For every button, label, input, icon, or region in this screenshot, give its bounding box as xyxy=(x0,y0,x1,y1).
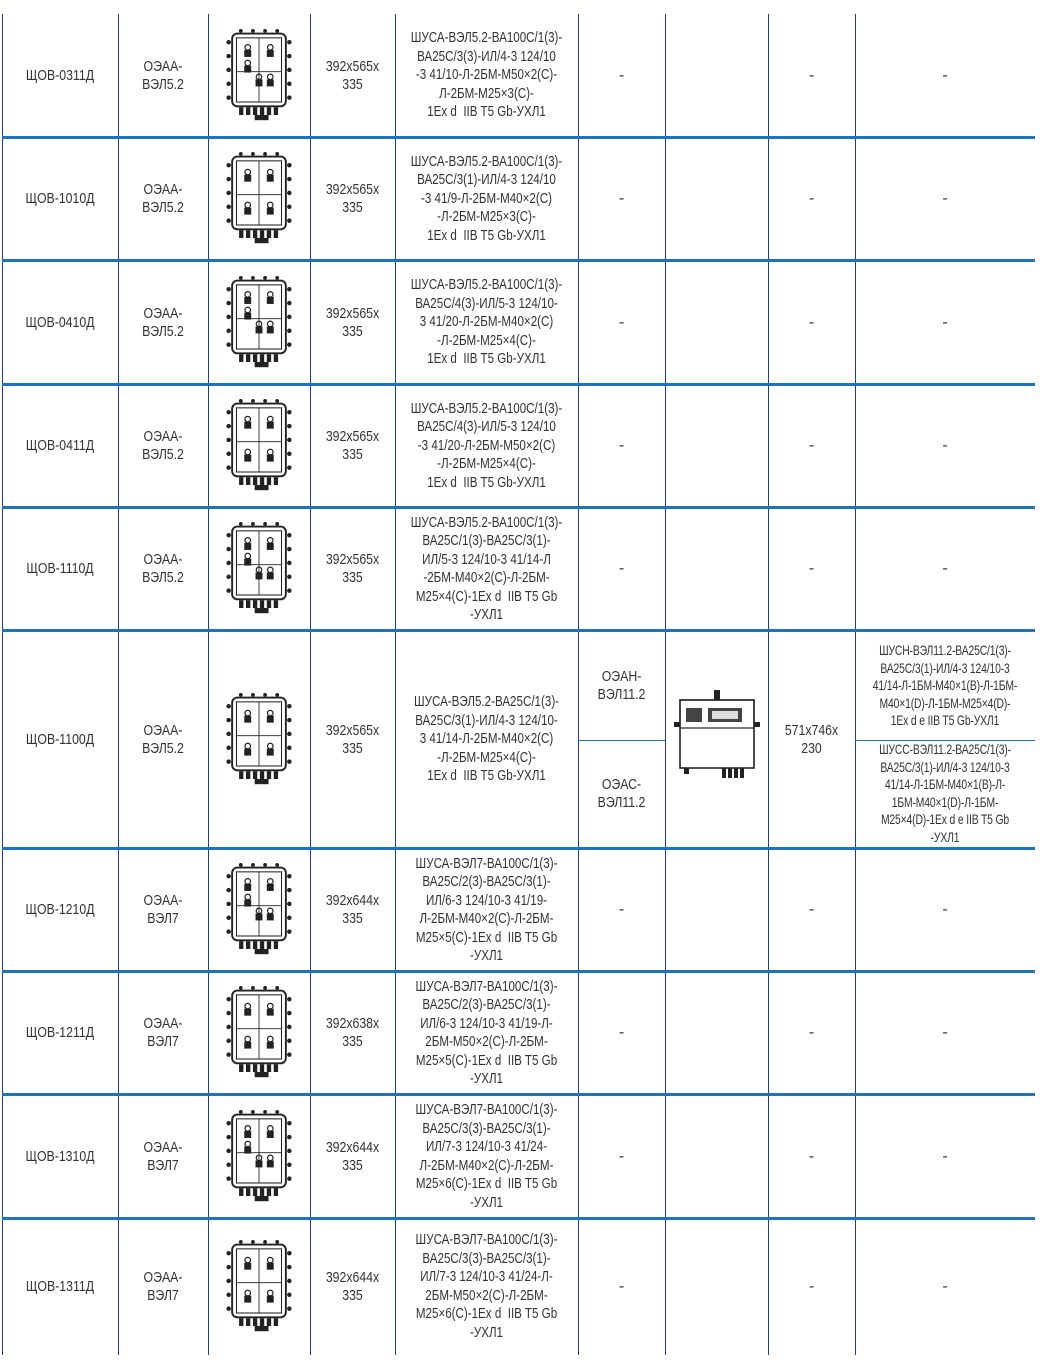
designation: ШУСА-ВЭЛ7-ВА100С/1(3)- ВА25С/2(3)-ВА25С/3(1)- ИЛ/6-3 124/10-3 41/19-Л- 2БМ-М50×2(С)-Л-2БМ- М25×5(С)-1Ex d IIB T5 Gb -УХЛ1 xyxy=(415,978,558,1087)
dimensions: 392х565х 335 xyxy=(325,428,380,463)
enclosure-type: ОЭАА- ВЭЛ7 xyxy=(143,1268,183,1304)
empty-value: - xyxy=(808,1147,815,1165)
designation: ШУСА-ВЭЛ5.2-ВА100С/1(3)- ВА25С/3(3)-ИЛ/4-3 124/10 -3 41/10-Л-2БМ-М50×2(С)- Л-2БМ-М25×3(С)- 1Ex d IIB T5 Gb-УХЛ1 xyxy=(410,30,563,121)
row-code: ЩОВ-0311Д xyxy=(25,66,95,84)
column-rule xyxy=(395,14,396,1355)
dimensions: 392х644х 335 xyxy=(325,1268,380,1304)
enclosure-type: ОЭАА- ВЭЛ5.2 xyxy=(142,181,184,216)
row-code: ЩОВ-1310Д xyxy=(25,1147,95,1165)
empty-value: - xyxy=(808,66,815,84)
empty-value: - xyxy=(618,901,625,918)
column-rule xyxy=(665,14,666,1355)
enclosure-drawing-icon xyxy=(220,145,298,253)
row-code: ЩОВ-1110Д xyxy=(26,560,94,577)
row-code: ЩОВ-1100Д xyxy=(25,730,95,748)
row-code: ЩОВ-1210Д xyxy=(25,901,95,918)
enclosure-drawing-icon xyxy=(220,1103,298,1211)
enclosure-type: ОЭАА- ВЭЛ5.2 xyxy=(142,304,184,340)
empty-value: - xyxy=(618,1024,625,1041)
sub-row-rule xyxy=(578,740,665,741)
enclosure-type: ОЭАА- ВЭЛ5.2 xyxy=(142,428,184,463)
enclosure-type: ОЭАА- ВЭЛ7 xyxy=(143,1015,183,1050)
enclosure-type: ОЭАА- ВЭЛ7 xyxy=(143,1138,183,1174)
empty-value: - xyxy=(942,313,948,331)
empty-value: - xyxy=(808,901,815,918)
enclosure-drawing-icon xyxy=(220,856,298,964)
enclosure-drawing-icon xyxy=(220,392,298,500)
enclosure-type-alt: ОЭАС- ВЭЛ11.2 xyxy=(597,775,646,811)
empty-value: - xyxy=(618,190,625,207)
enclosure-drawing-icon xyxy=(220,686,298,794)
enclosure-type: ОЭАА- ВЭЛ7 xyxy=(143,892,183,927)
row-code: ЩОВ-1311Д xyxy=(25,1277,95,1295)
empty-value: - xyxy=(618,66,625,84)
dimensions: 392х565х 335 xyxy=(325,721,380,757)
column-rule xyxy=(118,14,119,1355)
dimensions: 392х644х 335 xyxy=(325,1138,380,1174)
empty-value: - xyxy=(808,560,815,577)
enclosure-drawing-icon xyxy=(220,979,298,1087)
dimensions: 392х565х 335 xyxy=(325,551,380,586)
column-rule xyxy=(208,14,209,1355)
row-code: ЩОВ-1010Д xyxy=(25,190,95,207)
enclosure-drawing-icon xyxy=(220,1233,298,1341)
designation-alt: ШУСН-ВЭЛ11.2-ВА25С/1(3)- ВА25С/3(1)-ИЛ/4-3 124/10-3 41/14-Л-1БМ-М40×1(В)-Л-1БМ- М40×1(D)-Л-1БМ-М25×4(D)- 1Ex d e IIB T5 Gb-УХЛ1 xyxy=(872,642,1018,729)
empty-value: - xyxy=(942,901,948,918)
enclosure-type: ОЭАА- ВЭЛ5.2 xyxy=(142,57,184,93)
designation: ШУСА-ВЭЛ5.2-ВА100С/1(3)- ВА25С/4(3)-ИЛ/5-3 124/10- 3 41/20-Л-2БМ-М40×2(С) -Л-2БМ-М25×4(С)- 1Ex d IIB T5 Gb-УХЛ1 xyxy=(410,277,563,368)
panel-drawing-icon xyxy=(671,682,763,792)
designation-alt: ШУСС-ВЭЛ11.2-ВА25С/1(3)- ВА25С/3(1)-ИЛ/4-3 124/10-3 41/14-Л-1БМ-М40×1(В)-Л- 1БМ-М40×1(D)-Л-1БМ- М25×4(D)-1Ex d e IIB T5 Gb -УХЛ1 xyxy=(879,741,1011,845)
dimensions: 392х565х 335 xyxy=(325,57,380,93)
empty-value: - xyxy=(808,1277,815,1295)
empty-value: - xyxy=(618,1147,625,1165)
column-rule xyxy=(310,14,311,1355)
enclosure-drawing-icon xyxy=(220,515,298,623)
empty-value: - xyxy=(618,560,625,577)
designation: ШУСА-ВЭЛ7-ВА100С/1(3)- ВА25С/3(3)-ВА25С/3(1)- ИЛ/7-3 124/10-3 41/24- Л-2БМ-М40×2(С)-Л-2БМ- М25×6(С)-1Ex d IIB T5 Gb -УХЛ1 xyxy=(415,1102,558,1211)
designation: ШУСА-ВЭЛ5.2-ВА25С/1(3)- ВА25С/3(1)-ИЛ/4-3 124/10- 3 41/14-Л-2БМ-М40×2(С) -Л-2БМ-М25×4(С)- 1Ex d IIB T5 Gb-УХЛ1 xyxy=(413,694,560,785)
enclosure-type: ОЭАА- ВЭЛ5.2 xyxy=(142,551,184,586)
empty-value: - xyxy=(808,190,815,207)
designation: ШУСА-ВЭЛ5.2-ВА100С/1(3)- ВА25С/1(3)-ВА25С/3(1)- ИЛ/5-3 124/10-3 41/14-Л -2БМ-М40×2(С)-Л-2БМ- М25×4(С)-1Ex d IIB T5 Gb -УХЛ1 xyxy=(410,514,563,623)
enclosure-drawing-icon xyxy=(220,22,298,130)
empty-value: - xyxy=(942,1024,948,1041)
empty-value: - xyxy=(618,437,625,454)
empty-value: - xyxy=(942,190,948,207)
empty-value: - xyxy=(808,313,815,331)
dimensions: 392х565х 335 xyxy=(325,304,380,340)
dimensions: 392х644х 335 xyxy=(325,892,380,927)
dimensions: 392х638х 335 xyxy=(325,1015,380,1050)
enclosure-drawing-icon xyxy=(220,269,298,377)
designation: ШУСА-ВЭЛ5.2-ВА100С/1(3)- ВА25С/3(1)-ИЛ/4-3 124/10 -3 41/9-Л-2БМ-М40×2(С) -Л-2БМ-М25×3(С)- 1Ex d IIB T5 Gb-УХЛ1 xyxy=(410,153,563,244)
empty-value: - xyxy=(942,437,948,454)
empty-value: - xyxy=(808,437,815,454)
dimensions: 392х565х 335 xyxy=(325,181,380,216)
empty-value: - xyxy=(942,560,948,577)
enclosure-type-alt: ОЭАН- ВЭЛ11.2 xyxy=(597,668,646,703)
designation: ШУСА-ВЭЛ7-ВА100С/1(3)- ВА25С/2(3)-ВА25С/3(1)- ИЛ/6-3 124/10-3 41/19- Л-2БМ-М40×2(С)-Л-2БМ- М25×5(С)-1Ex d IIB T5 Gb -УХЛ1 xyxy=(415,855,558,964)
empty-value: - xyxy=(618,1277,625,1295)
empty-value: - xyxy=(942,1147,948,1165)
enclosure-type: ОЭАА- ВЭЛ5.2 xyxy=(142,721,184,757)
empty-value: - xyxy=(942,1277,948,1295)
empty-value: - xyxy=(942,66,948,84)
designation: ШУСА-ВЭЛ7-ВА100С/1(3)- ВА25С/3(3)-ВА25С/3(1)- ИЛ/7-3 124/10-3 41/24-Л- 2БМ-М50×2(С)-Л-2БМ- М25×6(С)-1Ex d IIB T5 Gb -УХЛ1 xyxy=(415,1232,558,1341)
row-code: ЩОВ-0410Д xyxy=(25,313,95,331)
dimensions-alt: 571х746х 230 xyxy=(784,721,839,757)
empty-value: - xyxy=(618,313,625,331)
empty-value: - xyxy=(808,1024,815,1041)
row-code: ЩОВ-0411Д xyxy=(25,437,95,454)
designation: ШУСА-ВЭЛ5.2-ВА100С/1(3)- ВА25С/4(3)-ИЛ/5-3 124/10 -3 41/20-Л-2БМ-М50×2(С) -Л-2БМ-М25×4(С)- 1Ex d IIB T5 Gb-УХЛ1 xyxy=(410,400,563,491)
row-code: ЩОВ-1211Д xyxy=(25,1024,95,1041)
column-rule xyxy=(2,14,3,1355)
